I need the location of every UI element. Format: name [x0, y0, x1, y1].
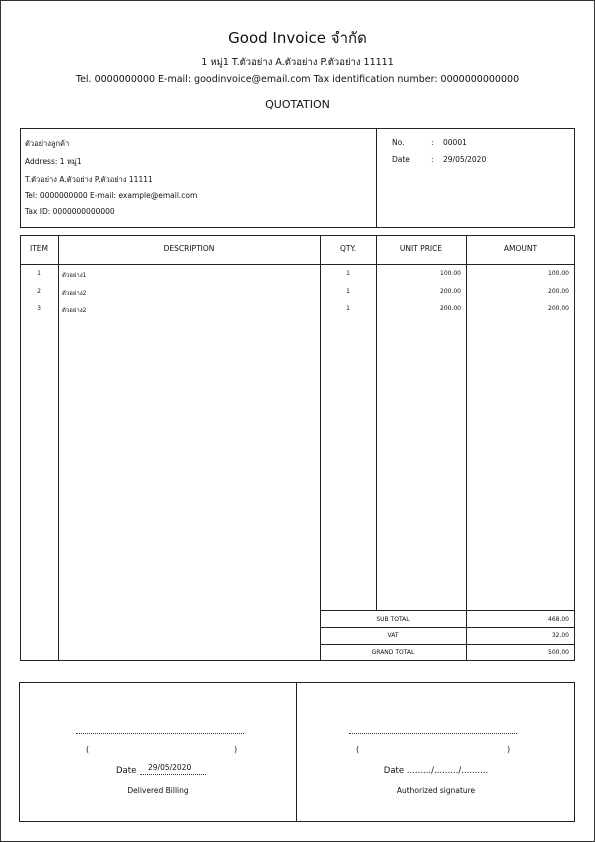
- grand-total-value: 500.00: [548, 649, 569, 656]
- items-table: [20, 235, 575, 661]
- row2-qty: 1: [346, 288, 350, 295]
- row2-unit-price: 200.00: [440, 288, 461, 295]
- left-date-value: 29/05/2020: [148, 763, 192, 772]
- totals-top-line: [320, 610, 575, 611]
- th-qty: QTY.: [340, 244, 356, 253]
- no-value: 00001: [443, 138, 467, 147]
- row2-amount: 200.00: [548, 288, 569, 295]
- grand-total-label: GRAND TOTAL: [371, 649, 415, 656]
- no-colon: :: [431, 138, 434, 147]
- right-date-text: Date ........./........./..........: [383, 766, 489, 776]
- row1-qty: 1: [346, 270, 350, 277]
- no-label: No.: [392, 138, 405, 147]
- row3-qty: 1: [346, 305, 350, 312]
- th-amount: AMOUNT: [503, 244, 538, 253]
- row2-item: 2: [37, 288, 41, 295]
- vat-value: 32.00: [551, 632, 569, 639]
- left-paren-open: (: [86, 745, 90, 754]
- customer-tax-id: Tax ID: 0000000000000: [25, 207, 115, 216]
- row1-item: 1: [37, 270, 41, 277]
- left-paren-close: ): [234, 745, 238, 754]
- company-name: Good Invoice จำกัด: [228, 29, 367, 47]
- right-paren-open: (: [356, 745, 360, 754]
- col-divider-item: [58, 235, 59, 661]
- date-colon: :: [431, 155, 434, 164]
- row3-amount: 200.00: [548, 305, 569, 312]
- company-contact: Tel. 0000000000 E-mail: goodinvoice@email.com Tax identification number: 0000000000000: [75, 74, 520, 85]
- left-caption: Delivered Billing: [127, 786, 189, 795]
- col-divider-description: [320, 235, 321, 661]
- customer-contact: Tel: 0000000000 E-mail: example@email.com: [25, 191, 198, 200]
- left-date-line: [140, 774, 206, 775]
- date-label: Date: [392, 155, 410, 164]
- row2-description: ตัวอย่าง2: [62, 290, 87, 297]
- company-address: 1 หมู่1 T.ตัวอย่าง A.ตัวอย่าง P.ตัวอย่าง 11111: [201, 57, 394, 68]
- right-paren-close: ): [507, 745, 511, 754]
- row1-description: ตัวอย่าง1: [62, 272, 87, 279]
- customer-box-divider: [376, 128, 377, 228]
- left-signature-line: [76, 733, 244, 734]
- document-title: QUOTATION: [265, 98, 330, 111]
- totals-line-2: [320, 627, 575, 628]
- row1-unit-price: 100.00: [440, 270, 461, 277]
- totals-line-3: [320, 644, 575, 645]
- right-caption: Authorized signature: [396, 786, 476, 795]
- customer-address-line1: Address: 1 หมู่1: [25, 157, 82, 166]
- th-description: DESCRIPTION: [163, 244, 215, 253]
- customer-name: ตัวอย่างลูกค้า: [25, 139, 70, 148]
- header-divider: [20, 264, 575, 265]
- customer-address-line2: T.ตัวอย่าง A.ตัวอย่าง P.ตัวอย่าง 11111: [25, 175, 153, 184]
- col-divider-unitprice: [466, 235, 467, 661]
- sub-total-value: 468.00: [548, 616, 569, 623]
- th-unit-price: UNIT PRICE: [399, 244, 443, 253]
- right-signature-line: [349, 733, 517, 734]
- row3-item: 3: [37, 305, 41, 312]
- left-date-label: Date: [116, 766, 137, 776]
- date-value: 29/05/2020: [443, 155, 487, 164]
- signature-box: [19, 682, 575, 822]
- sub-total-label: SUB TOTAL: [376, 616, 410, 623]
- row3-description: ตัวอย่าง2: [62, 307, 87, 314]
- vat-label: VAT: [387, 632, 399, 639]
- th-item: ITEM: [29, 244, 48, 253]
- row1-amount: 100.00: [548, 270, 569, 277]
- row3-unit-price: 200.00: [440, 305, 461, 312]
- signature-divider: [296, 682, 297, 822]
